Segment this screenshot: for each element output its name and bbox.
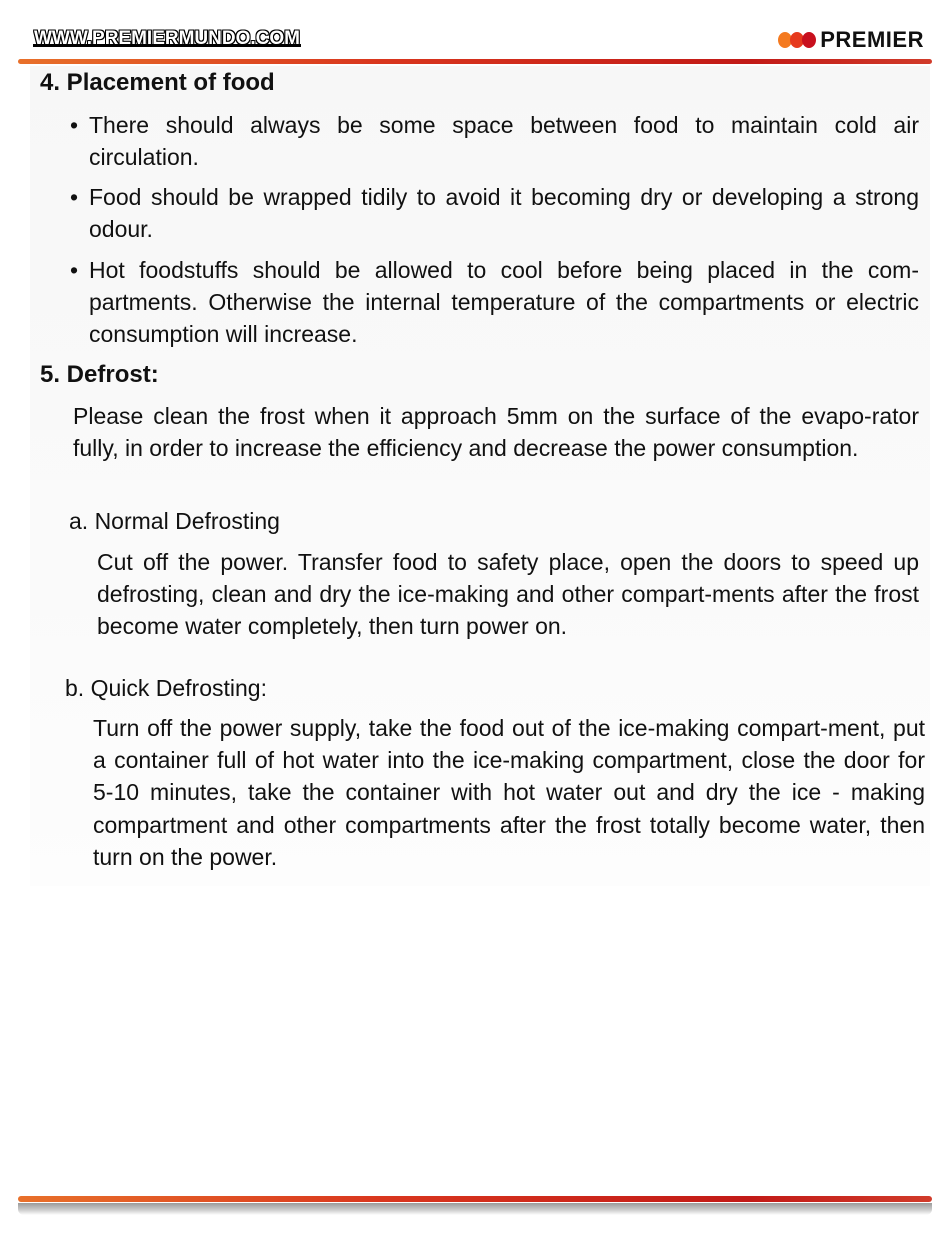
bullet-mark: • [70, 257, 79, 283]
site-url: WWW.PREMIERMUNDO.COM [34, 28, 300, 49]
section-heading-placement: 4. Placement of food [40, 69, 275, 96]
defrost-intro: Please clean the frost when it approach 5mm on the surface of the evapo-rator fully, in order to increase the efficiency and decrease the power consumption. [73, 403, 919, 462]
quick-defrosting-text: Turn off the power supply, take the food out of the ice-making compart-ment, put a container full of hot water into the ice-making compartment, close the door for 5-10 minutes, take the container with hot water out and dry the ice - making compartment and other compartments after the frost totally become water, then turn on the power. [93, 715, 925, 870]
logo-dots-icon [778, 32, 814, 48]
section-heading-defrost: 5. Defrost: [40, 361, 159, 388]
bullet-item [70, 254, 919, 351]
bullet-item [70, 109, 919, 173]
bullet-mark: • [70, 184, 79, 210]
bottom-divider [18, 1196, 932, 1202]
subheading-normal-defrosting: a. Normal Defrosting [69, 508, 280, 534]
bullet-text: Food should be wrapped tidily to avoid it becoming dry or developing a strong odour. [89, 184, 919, 243]
top-divider [18, 59, 932, 64]
bullet-mark: • [70, 112, 79, 138]
bullet-text: Hot foodstuffs should be allowed to cool before being placed in the com-partments. Otherwise the internal temperature of the compartments or electric consumption will increase. [89, 257, 919, 348]
normal-defrosting-text: Cut off the power. Transfer food to safety place, open the doors to speed up defrosting, clean and dry the ice-making and other compart-ments after the frost become water completely, then turn power on. [97, 549, 919, 640]
bullet-text: There should always be some space between food to maintain cold air circulation. [89, 112, 919, 171]
bottom-divider-shadow [18, 1203, 932, 1215]
logo-dot-icon [802, 32, 816, 48]
bullet-item [70, 181, 919, 245]
page-header [0, 0, 950, 70]
brand-logo [778, 28, 924, 52]
logo-text: PREMIER [820, 27, 924, 52]
subheading-quick-defrosting: b. Quick Defrosting: [65, 675, 267, 701]
